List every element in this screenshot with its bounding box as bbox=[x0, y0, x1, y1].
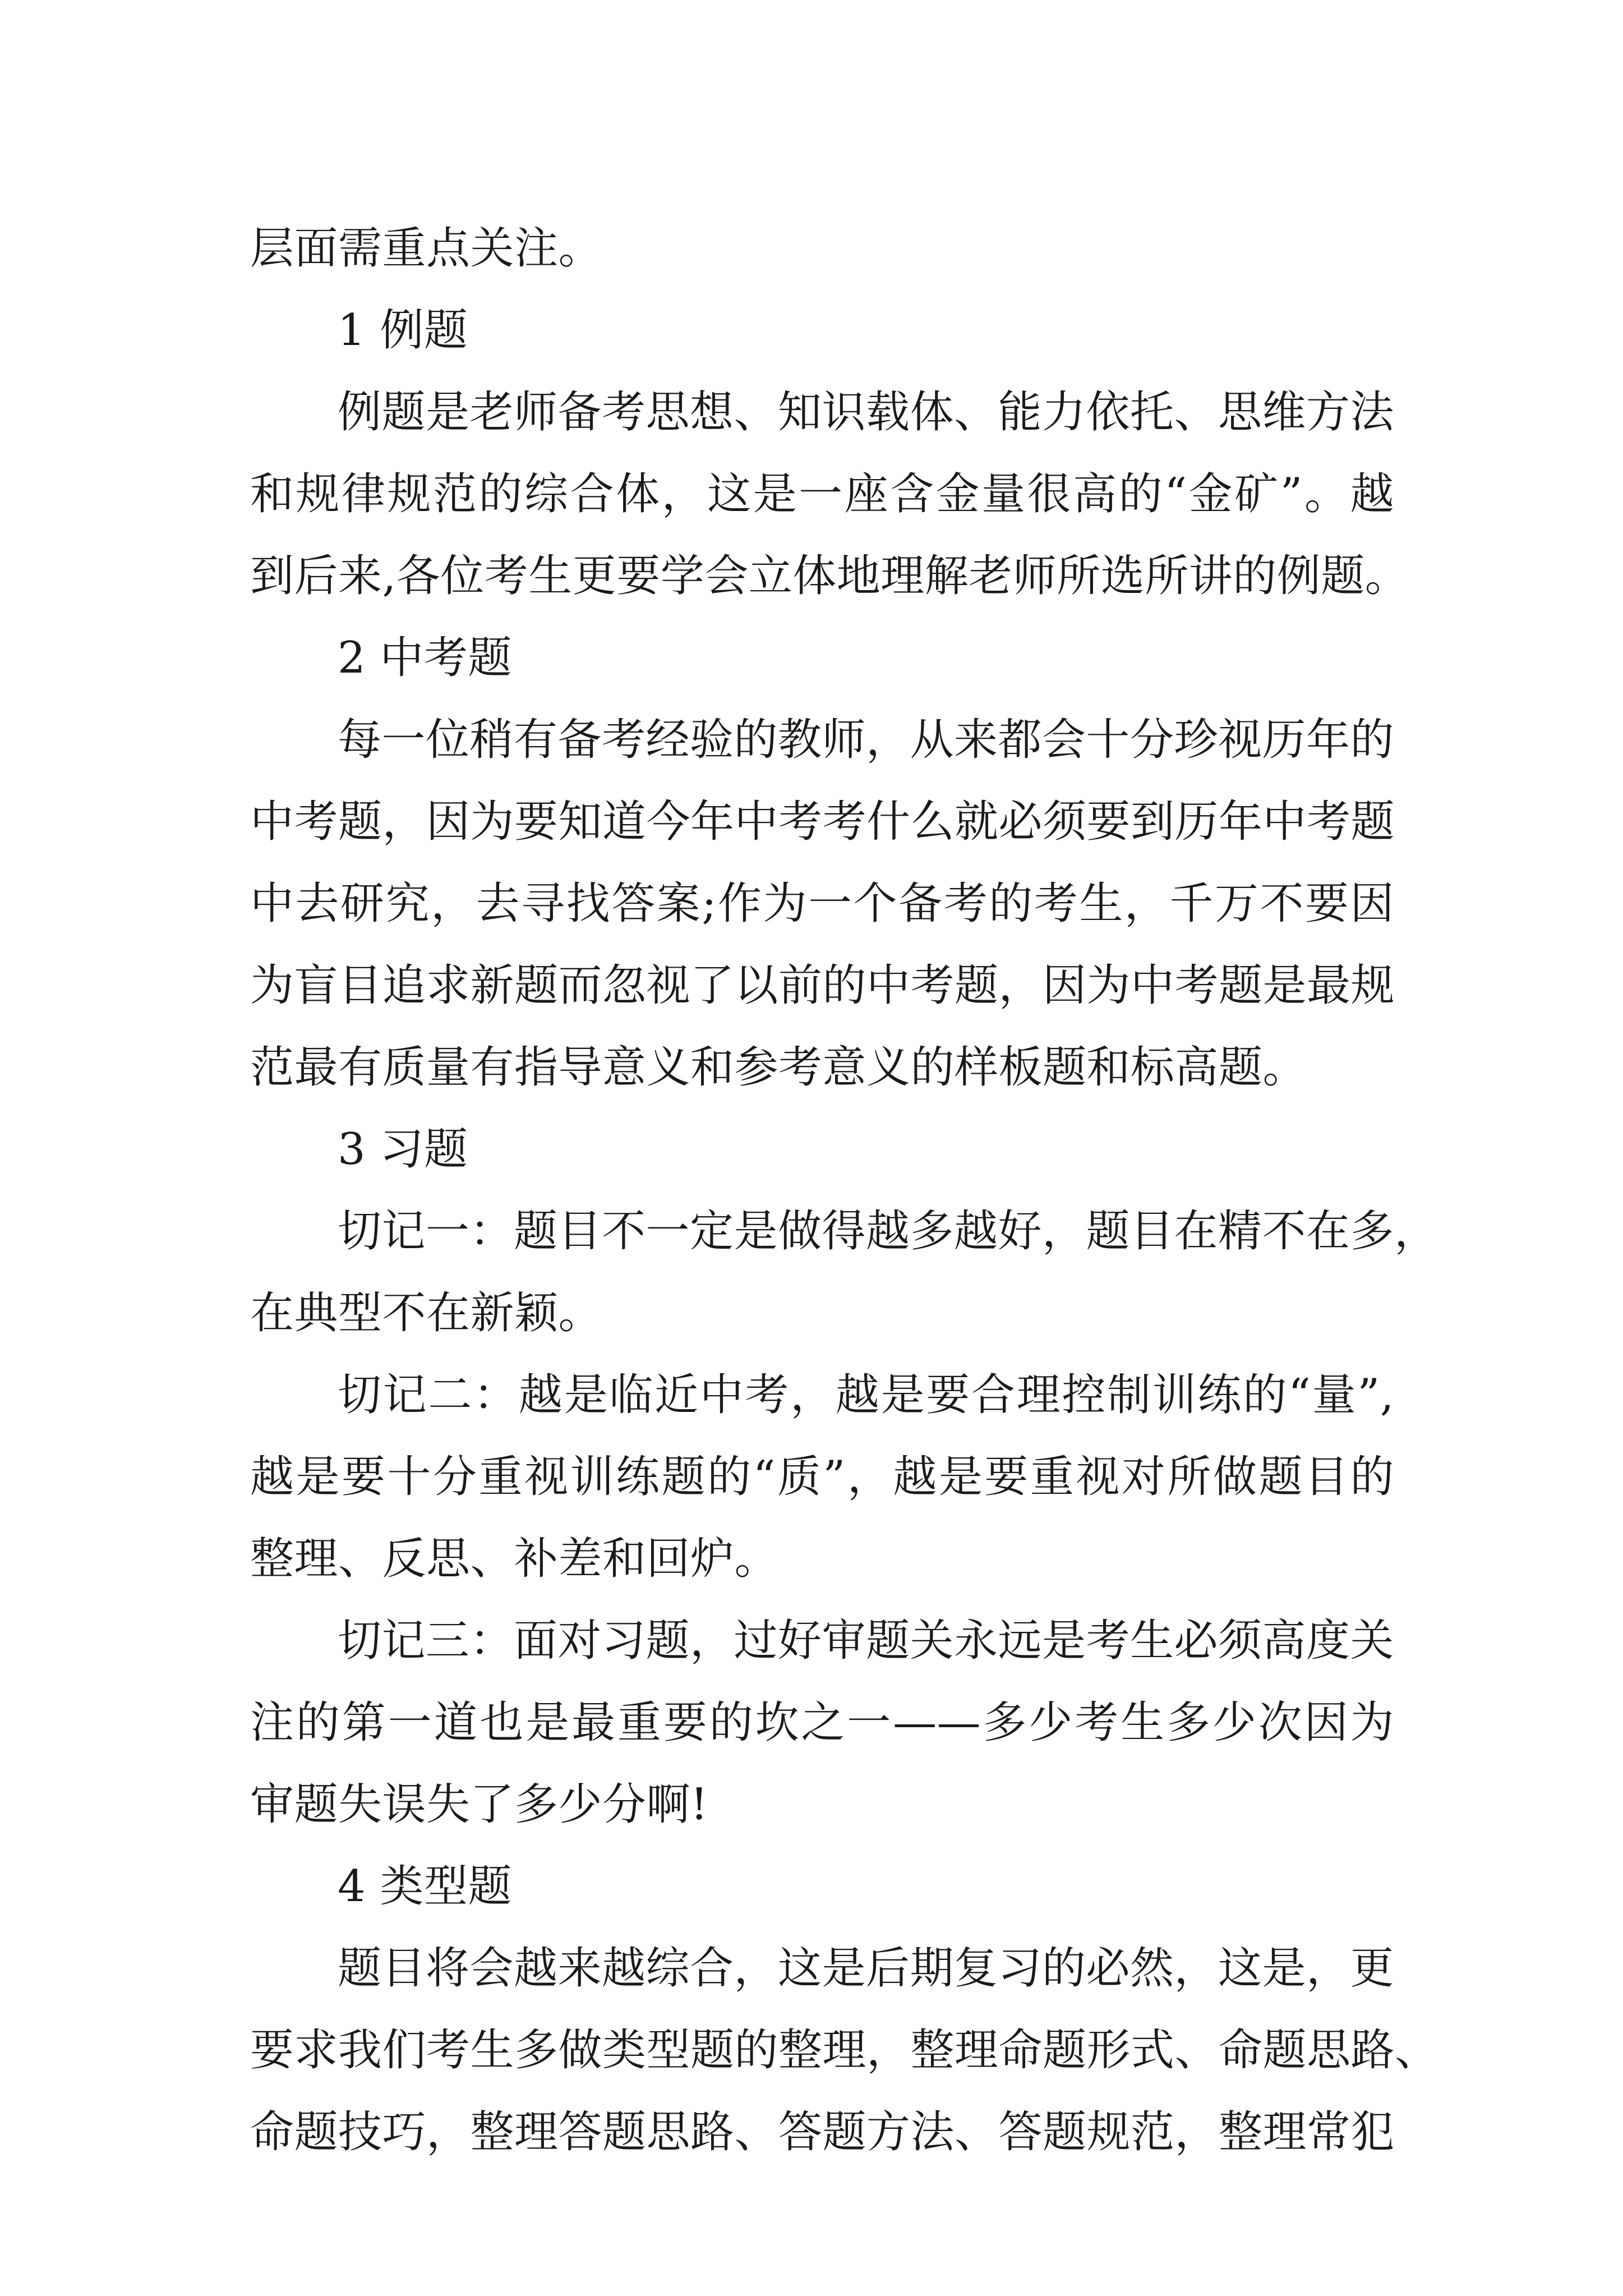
text-line: 例题是老师备考思想、知识载体、能力依托、思维方法 bbox=[338, 387, 1395, 438]
section-heading-type: 4 类型题 bbox=[338, 1861, 512, 1912]
text-line: 中考题，因为要知道今年中考考什么就必须要到历年中考题 bbox=[250, 797, 1395, 847]
text-line: 层面需重点关注。 bbox=[250, 223, 603, 274]
text-line: 为盲目追求新题而忽视了以前的中考题，因为中考题是最规 bbox=[250, 960, 1395, 1011]
text-line: 和规律规范的综合体，这是一座含金量很高的“金矿”。越 bbox=[250, 469, 1394, 519]
text-line: 要求我们考生多做类型题的整理，整理命题形式、命题思路、 bbox=[250, 2025, 1439, 2076]
section-heading-example: 1 例题 bbox=[338, 305, 468, 356]
text-line: 范最有质量有指导意义和参考意义的样板题和标高题。 bbox=[250, 1042, 1307, 1093]
text-line: 审题失误失了多少分啊! bbox=[250, 1779, 708, 1830]
text-line: 切记二：越是临近中考，越是要合理控制训练的“量”, bbox=[338, 1370, 1394, 1420]
text-line: 在典型不在新颖。 bbox=[250, 1288, 603, 1338]
text-line: 每一位稍有备考经验的教师，从来都会十分珍视历年的 bbox=[338, 715, 1395, 765]
text-line: 注的第一道也是最重要的坎之一——多少考生多少次因为 bbox=[250, 1697, 1394, 1748]
text-line: 到后来,各位考生更要学会立体地理解老师所选所讲的例题。 bbox=[250, 551, 1409, 601]
text-line: 命题技巧，整理答题思路、答题方法、答题规范，整理常犯 bbox=[250, 2107, 1395, 2157]
section-heading-exercise: 3 习题 bbox=[338, 1124, 468, 1175]
section-heading-exam: 2 中考题 bbox=[338, 633, 512, 683]
text-line: 题目将会越来越综合，这是后期复习的必然，这是，更 bbox=[338, 1943, 1395, 1994]
text-line: 切记一：题目不一定是做得越多越好，题目在精不在多， bbox=[338, 1206, 1438, 1257]
text-line: 切记三：面对习题，过好审题关永远是考生必须高度关 bbox=[338, 1616, 1395, 1666]
text-line: 整理、反思、补差和回炉。 bbox=[250, 1534, 779, 1584]
text-line: 越是要十分重视训练题的“质”，越是要重视对所做题目的 bbox=[250, 1452, 1394, 1502]
document-page bbox=[250, 208, 1439, 2173]
text-line: 中去研究，去寻找答案;作为一个备考的考生，千万不要因 bbox=[250, 878, 1394, 929]
